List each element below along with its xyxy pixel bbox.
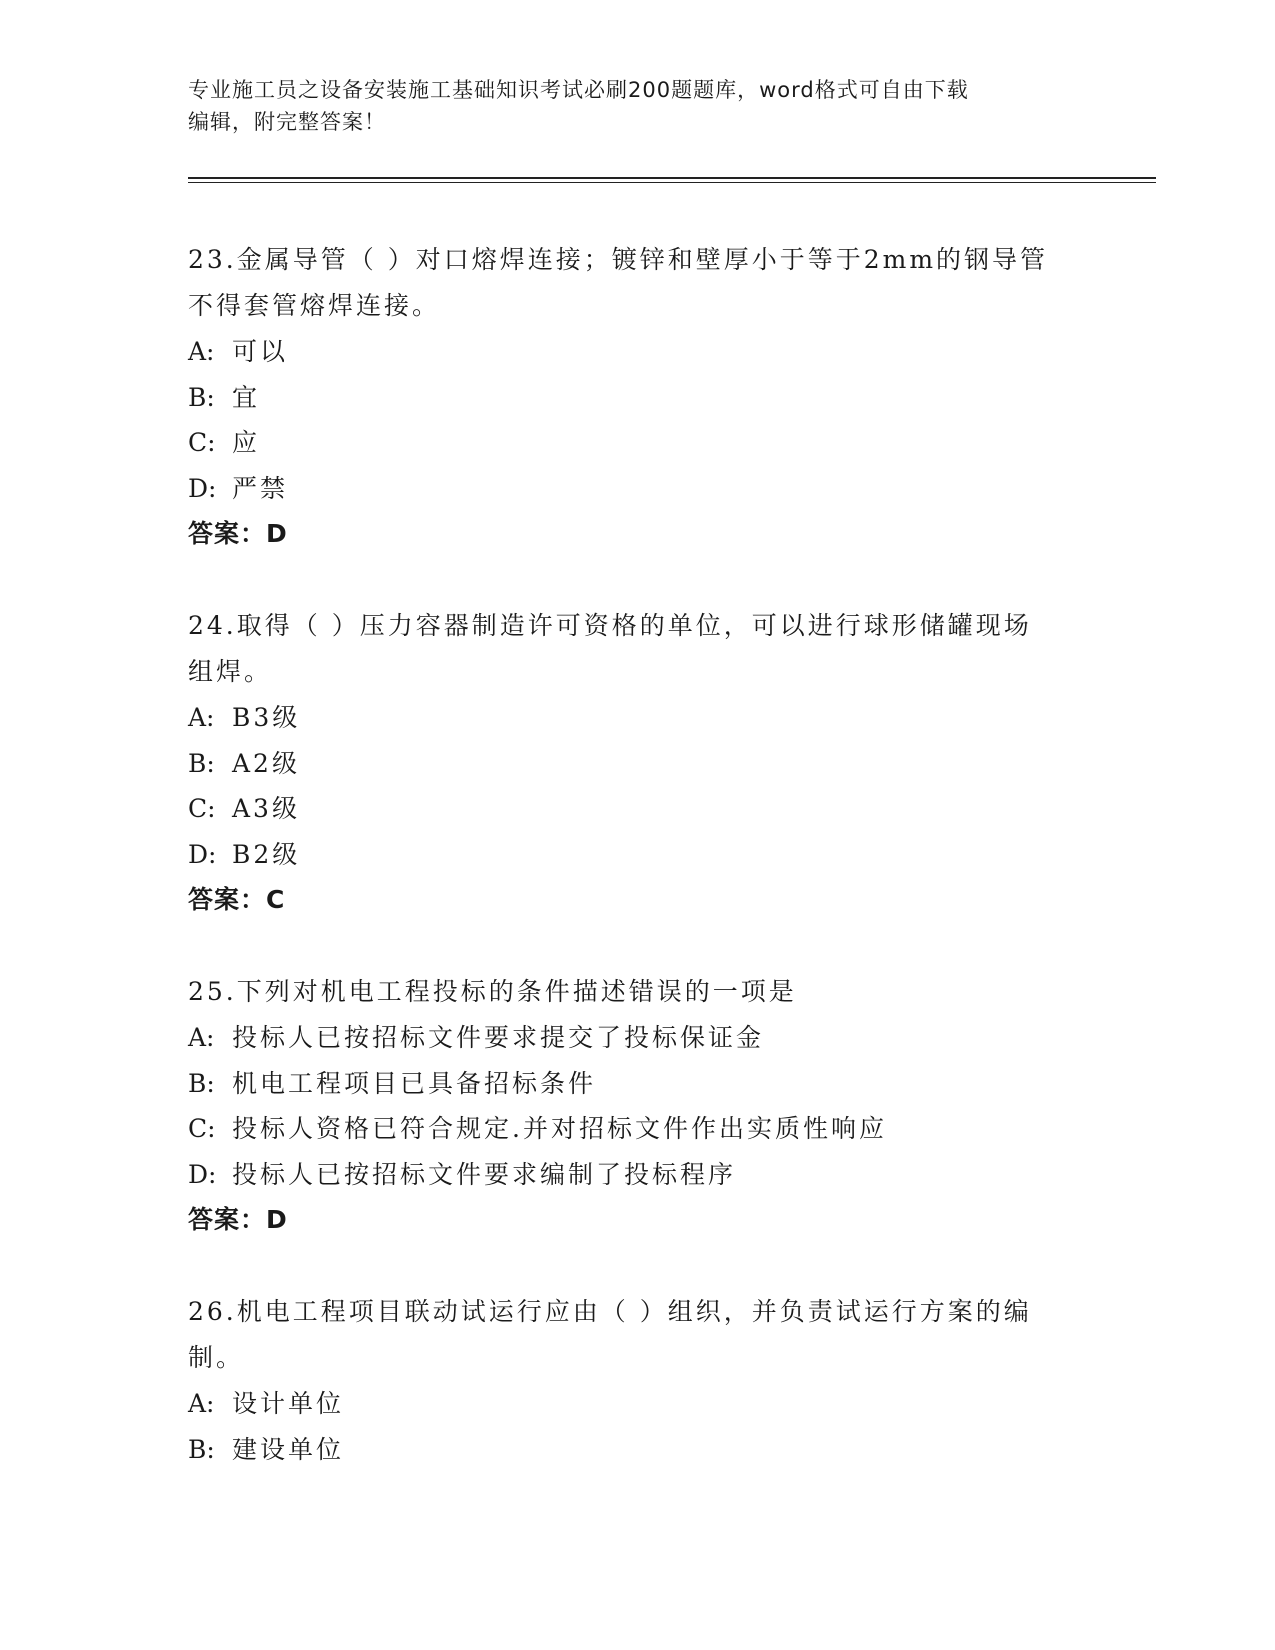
question-text: 24.取得（ ）压力容器制造许可资格的单位，可以进行球形储罐现场: [188, 611, 1032, 640]
header-divider-thin: [188, 182, 1156, 183]
option-text: 建设单位: [232, 1434, 345, 1464]
option-label: C:: [188, 428, 216, 457]
option-text: 宜: [232, 382, 261, 412]
option-text: 严禁: [232, 473, 289, 503]
answer-option: [188, 329, 1088, 375]
answer-option: [188, 1106, 1088, 1152]
header-line-1: 专业施工员之设备安装施工基础知识考试必刷200题题库，word格式可自由下载: [188, 78, 969, 102]
answer-option: [188, 375, 1088, 421]
question-text: 25.下列对机电工程投标的条件描述错误的一项是: [188, 977, 797, 1006]
answer-option: [188, 1152, 1088, 1198]
option-label: B:: [188, 382, 215, 412]
question-block: [188, 1289, 1088, 1472]
answer-option: [188, 741, 1088, 787]
option-text: 应: [232, 428, 261, 457]
answer-option: [188, 466, 1088, 512]
option-text: B2级: [232, 839, 301, 869]
question-block: [188, 969, 1088, 1243]
option-label: D:: [188, 1159, 217, 1189]
option-text: A2级: [232, 748, 300, 778]
answer-option: [188, 832, 1088, 878]
answer-key: 答案：D: [188, 519, 288, 548]
answer-option: [188, 1381, 1088, 1427]
question-list: [188, 237, 1088, 1518]
option-label: D:: [188, 473, 217, 503]
option-label: A:: [188, 703, 215, 732]
document-header: [188, 74, 1088, 138]
option-label: C:: [188, 794, 216, 823]
option-text: B3级: [232, 703, 301, 732]
answer-option: [188, 786, 1088, 832]
option-text: 投标人已按招标文件要求提交了投标保证金: [232, 1023, 765, 1052]
answer-key: 答案：C: [188, 885, 286, 914]
option-text: 投标人资格已符合规定.并对招标文件作出实质性响应: [232, 1114, 887, 1143]
answer-option: [188, 1427, 1088, 1473]
answer-key: 答案：D: [188, 1205, 288, 1234]
question-block: [188, 237, 1088, 557]
question-text: 制。: [188, 1343, 245, 1372]
option-label: B:: [188, 748, 215, 778]
question-text: 不得套管熔焊连接。: [188, 291, 441, 320]
question-text: 26.机电工程项目联动试运行应由（ ）组织，并负责试运行方案的编: [188, 1297, 1032, 1326]
option-label: C:: [188, 1114, 216, 1143]
option-text: 投标人已按招标文件要求编制了投标程序: [232, 1159, 737, 1189]
option-text: 机电工程项目已具备招标条件: [232, 1068, 597, 1098]
option-label: A:: [188, 1389, 215, 1418]
question-block: [188, 603, 1088, 923]
option-label: D:: [188, 839, 217, 869]
answer-option: [188, 695, 1088, 741]
header-divider: [188, 177, 1156, 179]
header-line-2: 编辑，附完整答案！: [188, 110, 386, 134]
option-text: 可以: [232, 337, 289, 366]
answer-option: [188, 1015, 1088, 1061]
option-text: A3级: [232, 794, 300, 823]
option-text: 设计单位: [232, 1389, 345, 1418]
question-text: 组焊。: [188, 657, 273, 686]
option-label: A:: [188, 1023, 215, 1052]
question-text: 23.金属导管（ ）对口熔焊连接；镀锌和壁厚小于等于2mm的钢导管: [188, 245, 1049, 274]
option-label: A:: [188, 337, 215, 366]
answer-option: [188, 1061, 1088, 1107]
option-label: B:: [188, 1068, 215, 1098]
option-label: B:: [188, 1434, 215, 1464]
answer-option: [188, 420, 1088, 466]
